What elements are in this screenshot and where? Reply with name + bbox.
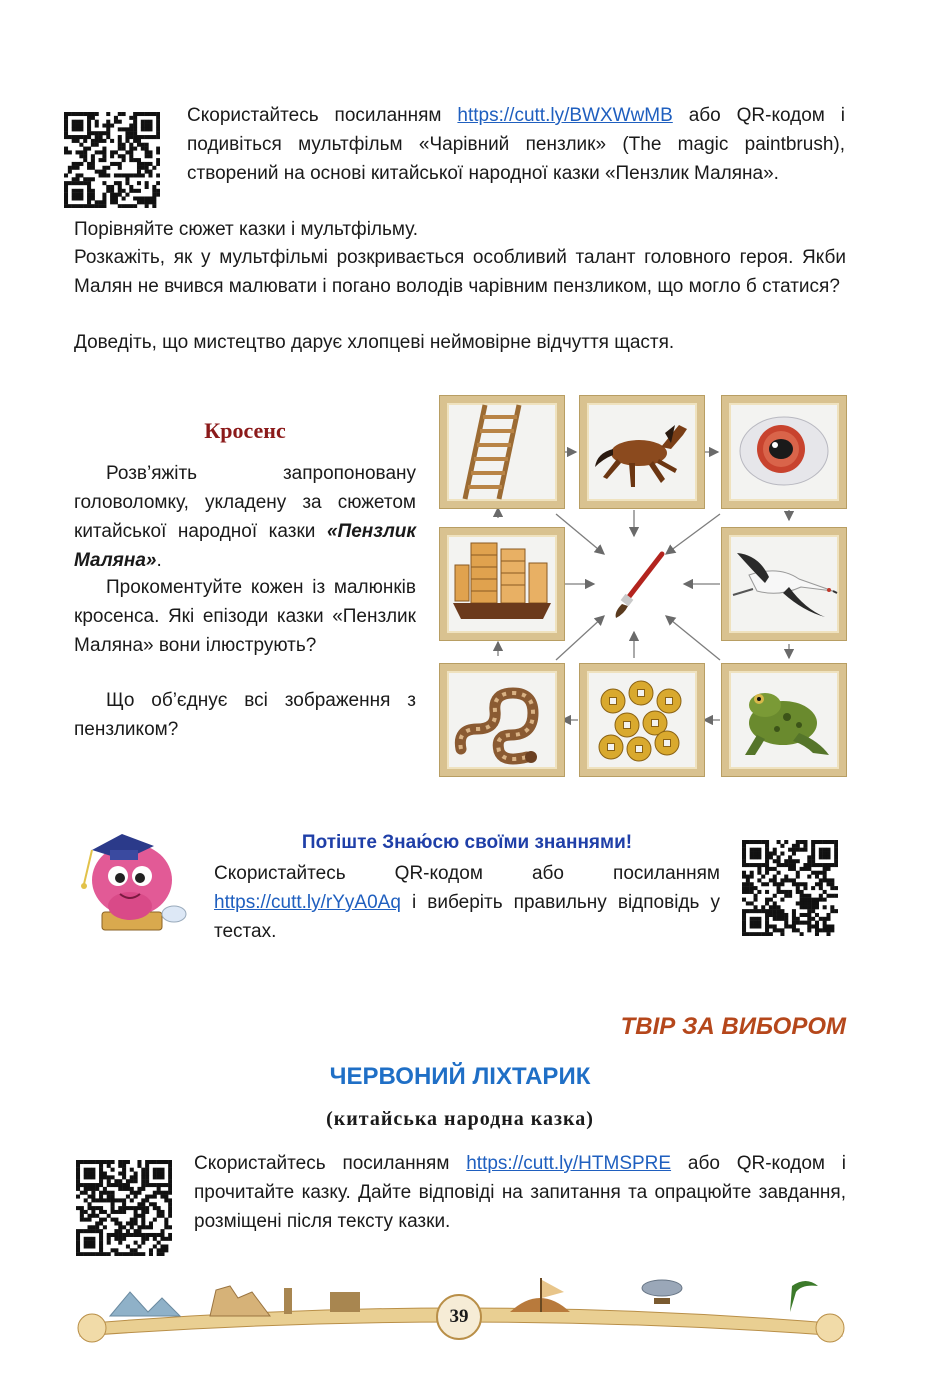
snake-image [440,664,564,776]
prove-paragraph: Доведіть, що мистецтво дарує хлопцеві неймовірне відчуття щастя. [74,332,675,353]
qr-code-tests[interactable] [742,840,838,936]
frog-image [722,664,846,776]
coin-1 [601,689,625,713]
compare-paragraph: Порівняйте сюжет казки і мультфільму. [74,219,419,240]
coin-7 [627,737,651,761]
coin-3 [657,689,681,713]
crossens-paragraph-2: Прокоментуйте кожен із малюнків кросенса. Які епізоди казки «Пензлик Маляна» вони ілюструють? [74,577,416,656]
junk-ship-image [440,528,564,640]
crossens-text-end: . [156,550,162,571]
quiz-text-after: і виберіть правильну відповідь у тестах. [214,892,720,942]
qr-code-story[interactable] [76,1160,172,1256]
crossens-puzzle [434,386,850,778]
paintbrush-image [604,548,670,620]
quiz-title: Потіште Знаю́сю своїми знаннями! [301,832,633,853]
intro-paragraph [187,101,845,188]
section-label: ТВІР ЗА ВИБОРОМ [620,1013,846,1040]
quiz-paragraph [214,859,720,946]
coins-image [580,664,704,776]
qr-code-cartoon[interactable] [64,112,160,208]
crossens-text: Розв’яжіть запропоновану головоломку, укладену за сюжетом китайської народної казки [74,463,416,542]
footer-banner [70,1272,852,1344]
crane-image [722,528,846,640]
coin-2 [629,681,653,705]
ladder-image [440,396,564,508]
story-subtitle: (китайська народна казка) [326,1108,594,1130]
story-title: ЧЕРВОНИЙ ЛІХТАРИК [329,1063,591,1090]
coin-4 [615,713,639,737]
coin-6 [599,735,623,759]
story-paragraph [194,1149,846,1236]
story-text-after: або QR-кодом і прочитайте казку. Дайте відповіді на запитання та опрацюйте завдання, розміщені після тексту казки. [194,1153,846,1232]
znayusya-mascot [70,820,192,940]
story-text: Скористайтесь посиланням [194,1153,467,1174]
horse-image [580,396,704,508]
quiz-link[interactable]: https://cutt.ly/rYyA0Aq [214,892,401,913]
crossens-paragraph-3: Що об’єднує всі зображення з пензликом? [74,690,416,740]
story-link[interactable]: https://cutt.ly/HTMSPRE [466,1153,672,1174]
page-number: 39 [449,1306,469,1327]
eye-image [722,396,846,508]
tale-title-emphasis: «Пензлик Маляна» [74,521,416,571]
intro-text-after: або QR-кодом і подивіться мультфільм «Чарівний пензлик» (The magic paintbrush), створений на основі китайської народної казки «Пензлик Маляна». [187,105,846,184]
page-number-badge [436,1294,482,1340]
crossens-title: Кросенс [204,418,286,443]
cartoon-link[interactable]: https://cutt.ly/BWXWwMB [457,105,673,126]
intro-text: Скористайтесь посиланням [187,105,458,126]
talent-paragraph: Розкажіть, як у мультфільмі розкривається особливий талант головного героя. Якби Малян не вчився малювати і погано володів чарівним пензликом, що могло б статися? [74,247,846,297]
coin-8 [655,731,679,755]
quiz-text: Скористайтесь QR-кодом або посиланням [214,863,720,884]
crossens-paragraph-1 [74,459,416,575]
